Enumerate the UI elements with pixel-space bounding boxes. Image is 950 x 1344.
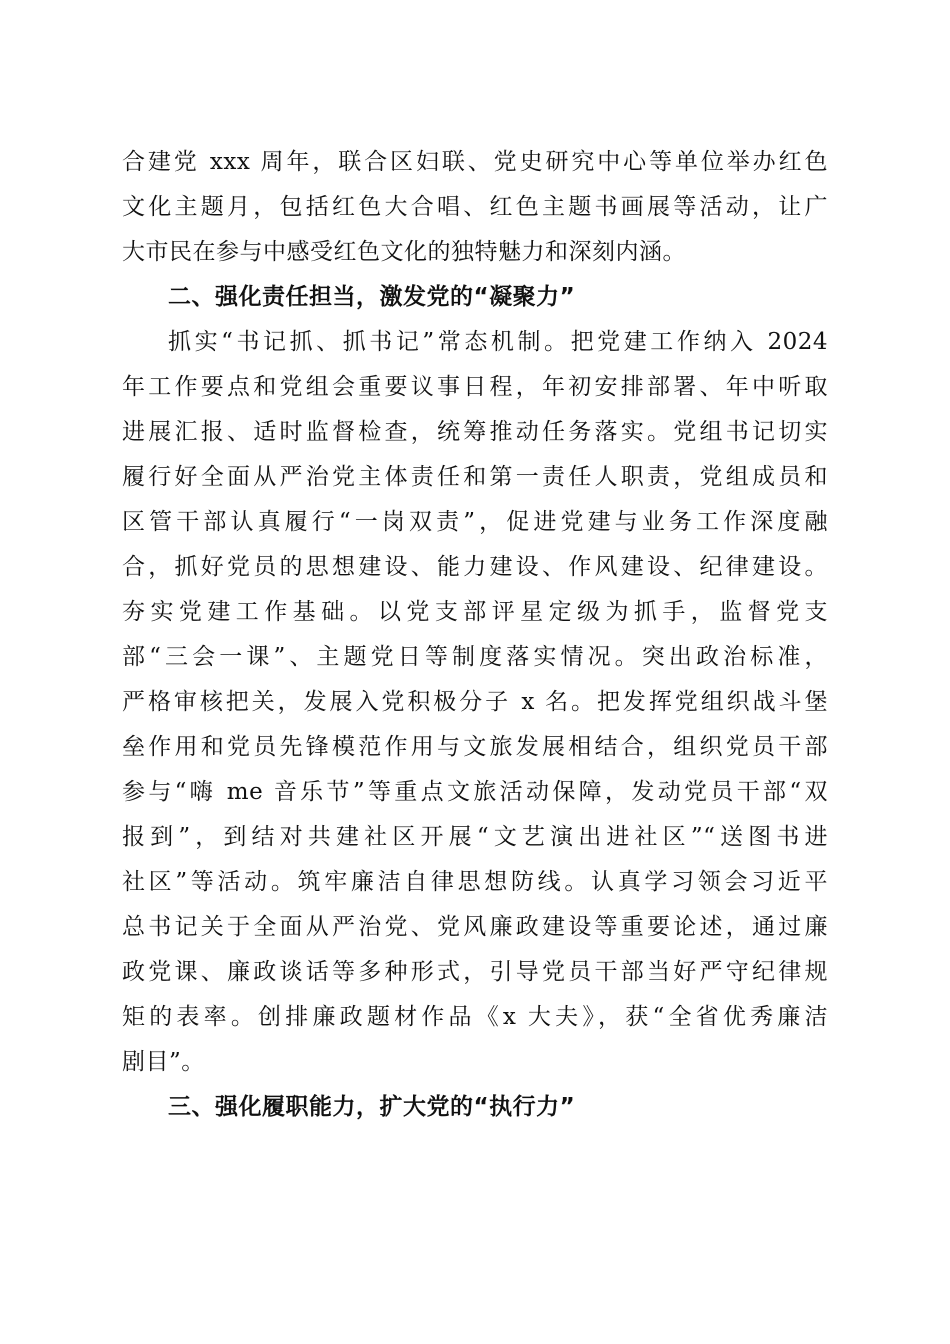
paragraph-line-9: 区管干部认真履行“一岗双责”，促进党建与业务工作深度融 [122,509,828,535]
section-heading-3: 三、强化履职能力，扩大党的“执行力” [168,1094,576,1120]
paragraph-line-17: 社区”等活动。筑牢廉洁自律思想防线。认真学习领会习近平 [122,869,828,895]
section-heading-2: 二、强化责任担当，激发党的“凝聚力” [168,284,576,310]
paragraph-line-2: 文化主题月，包括红色大合唱、红色主题书画展等活动，让广 [122,194,828,220]
paragraph-line-18: 总书记关于全面从严治党、党风廉政建设等重要论述，通过廉 [122,914,828,940]
paragraph-line-15: 参与“嗨 me 音乐节”等重点文旅活动保障，发动党员干部“双 [122,779,828,805]
paragraph-line-13: 严格审核把关，发展入党积极分子 x 名。把发挥党组织战斗堡 [122,689,828,715]
paragraph-line-14: 垒作用和党员先锋模范作用与文旅发展相结合，组织党员干部 [122,734,828,760]
paragraph-line-16: 报到”，到结对共建社区开展“文艺演出进社区”“送图书进 [122,824,828,850]
paragraph-line-19: 政党课、廉政谈话等多种形式，引导党员干部当好严守纪律规 [122,959,828,985]
paragraph-line-3: 大市民在参与中感受红色文化的独特魅力和深刻内涵。 [122,239,686,265]
paragraph-line-12: 部“三会一课”、主题党日等制度落实情况。突出政治标准， [122,644,828,670]
paragraph-line-10: 合，抓好党员的思想建设、能力建设、作风建设、纪律建设。 [122,554,828,580]
paragraph-line-6: 年工作要点和党组会重要议事日程，年初安排部署、年中听取 [122,374,828,400]
paragraph-line-7: 进展汇报、适时监督检查，统筹推动任务落实。党组书记切实 [122,419,828,445]
paragraph-line-5: 抓实“书记抓、抓书记”常态机制。把党建工作纳入 2024 [168,329,828,355]
paragraph-line-8: 履行好全面从严治党主体责任和第一责任人职责，党组成员和 [122,464,828,490]
paragraph-line-1: 合建党 xxx 周年，联合区妇联、党史研究中心等单位举办红色 [122,149,828,175]
paragraph-line-11: 夯实党建工作基础。以党支部评星定级为抓手，监督党支 [122,599,828,625]
paragraph-line-20: 矩的表率。创排廉政题材作品《x 大夫》，获“全省优秀廉洁 [122,1004,828,1030]
paragraph-line-21: 剧目”。 [122,1049,205,1075]
